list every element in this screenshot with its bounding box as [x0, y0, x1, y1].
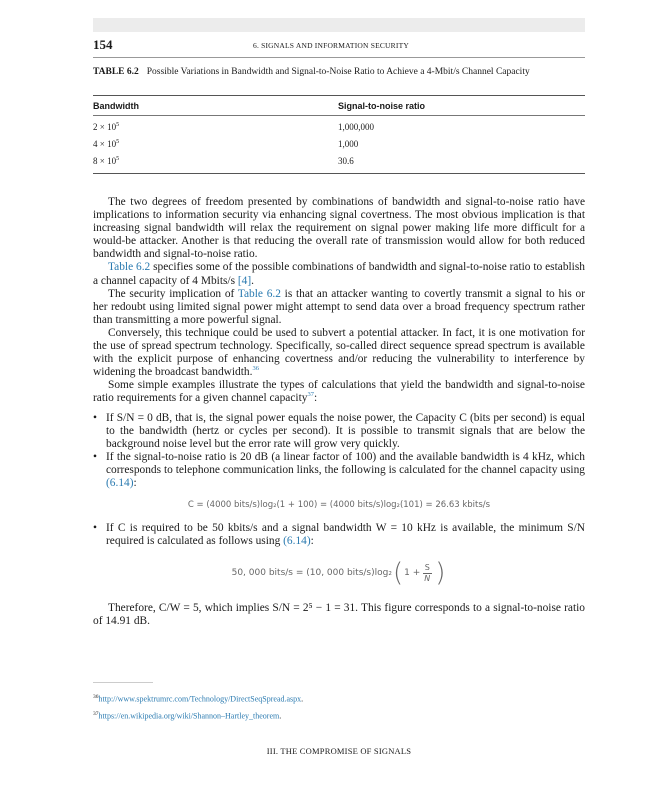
list-item: • If C is required to be 50 kbits/s and a signal bandwidth W = 10 kHz is available, the minimum S/N required is calculated as follows using (6.14): [93, 522, 585, 548]
footnote-link[interactable]: http://www.spektrumrc.com/Technology/DirectSeqSpread.aspx [98, 694, 302, 704]
column-header-snr: Signal-to-noise ratio [338, 101, 426, 111]
paragraph: Conversely, this technique could be used to subvert a potential attacker. In fact, it is one motivation for the use of spread spectrum technology. Specifically, so-called direct sequence spread spectrum is available with the explicit purpose of enhancing covertness and/or reducing the vulnerability to interference by widening the broadcast bandwidth.$^{36}$ [93, 326, 585, 379]
table-cell-snr: 30.6 [338, 156, 354, 166]
table-link[interactable]: Table 6.2 [237, 287, 281, 300]
table-label: TABLE 6.2 [93, 67, 139, 77]
footnote-ref[interactable]: 36 [252, 365, 259, 373]
table-rule-bottom [93, 173, 585, 174]
paragraph: The two degrees of freedom presented by combinations of bandwidth and signal-to-noise ratio have implications to information security via enhancing signal covertness. The most obvious implication is that increasing signal bandwidth will relax the requirement on signal power making life more difficult for a would-be attacker. Another is that reducing the overall rate of transmission would allow for both reduced bandwidth and signal-to-noise ratio. [93, 196, 585, 261]
paragraph: Therefore, C/W = 5, which implies S/N = 2⁵ − 1 = 31. This figure corresponds to a signal-to-noise ratio of 14.91 dB. [93, 602, 585, 628]
header-band [93, 18, 585, 32]
table-link[interactable]: Table 6.2 [108, 261, 151, 274]
table-cell-snr: 1,000,000 [338, 122, 374, 132]
footnote: $^{37}$https://en.wikipedia.org/wiki/Shannon–Hartley_theorem. [93, 710, 282, 721]
bullet-list [93, 522, 585, 548]
table-caption-text: Possible Variations in Bandwidth and Signal-to-Noise Ratio to Achieve a 4-Mbit/s Channel Capacity [146, 67, 530, 77]
page-header [93, 37, 585, 55]
paragraph: The security implication of Table 6.2 is that an attacker wanting to covertly transmit a signal to his or her redoubt using limited signal power might attempt to send data over a broad frequency spectrum rather than transmitting a more powerful signal. [93, 287, 585, 326]
equation-link[interactable]: (6.14) [106, 476, 134, 489]
footnotes [93, 690, 585, 723]
bullet-list [93, 412, 585, 491]
table-cell-snr: 1,000 [338, 139, 359, 149]
footnote-link[interactable]: https://en.wikipedia.org/wiki/Shannon–Hartley_theorem [98, 711, 280, 721]
body-text [93, 196, 585, 629]
table-rule-mid [93, 115, 585, 116]
header-rule [93, 57, 585, 58]
table-cell-bandwidth: $4 \times 10^5$ [93, 139, 120, 149]
paragraph: Table 6.2 specifies some of the possible combinations of bandwidth and signal-to-noise ratio to establish a channel capacity of 4 Mbits/s [4]. [93, 261, 585, 287]
list-item: • If the signal-to-noise ratio is 20 dB (a linear factor of 100) and the available bandwidth is 4 kHz, which corresponds to telephone communication links, the following is calculated for the channel capacity using (6.14): [93, 450, 585, 489]
page-number: 154 [93, 37, 113, 52]
bullet-icon: • [93, 522, 97, 535]
citation-link[interactable]: [4] [237, 274, 252, 287]
footnote-rule [93, 682, 153, 683]
equation-link[interactable]: (6.14) [283, 535, 311, 548]
table-rule-top [93, 95, 585, 96]
paragraph: Some simple examples illustrate the types of calculations that yield the bandwidth and signal-to-noise ratio requirements for a given channel capacity$^{37}$: [93, 379, 585, 405]
equation-min-snr: 50, 000 bits/s = (10, 000 bits/s)log₂ ( 1 + $\frac{S}{N}$ ) [231, 558, 446, 589]
footnote-ref[interactable]: 37 [307, 391, 314, 399]
table-caption [93, 67, 573, 78]
equation-capacity: C = (4000 bits/s)log₂(1 + 100) = (4000 bits/s)log₂(101) = 26.63 kbits/s [187, 500, 491, 511]
table-cell-bandwidth: $2 \times 10^5$ [93, 122, 120, 132]
running-head: 6. SIGNALS AND INFORMATION SECURITY [253, 41, 409, 50]
column-header-bandwidth: Bandwidth [93, 101, 139, 111]
page-footer: III. THE COMPROMISE OF SIGNALS [266, 746, 412, 756]
bullet-icon: • [93, 411, 97, 424]
bullet-icon: • [93, 450, 97, 463]
list-item: • If S/N = 0 dB, that is, the signal power equals the noise power, the Capacity C (bits per second) is equal to the bandwidth (hertz or cycles per second). It is possible to transmit signals that are below the background noise level but the error rate will grow very quickly. [93, 411, 585, 450]
footnote: $^{36}$http://www.spektrumrc.com/Technology/DirectSeqSpread.aspx. [93, 694, 304, 704]
table-cell-bandwidth: $8 \times 10^5$ [93, 156, 120, 166]
